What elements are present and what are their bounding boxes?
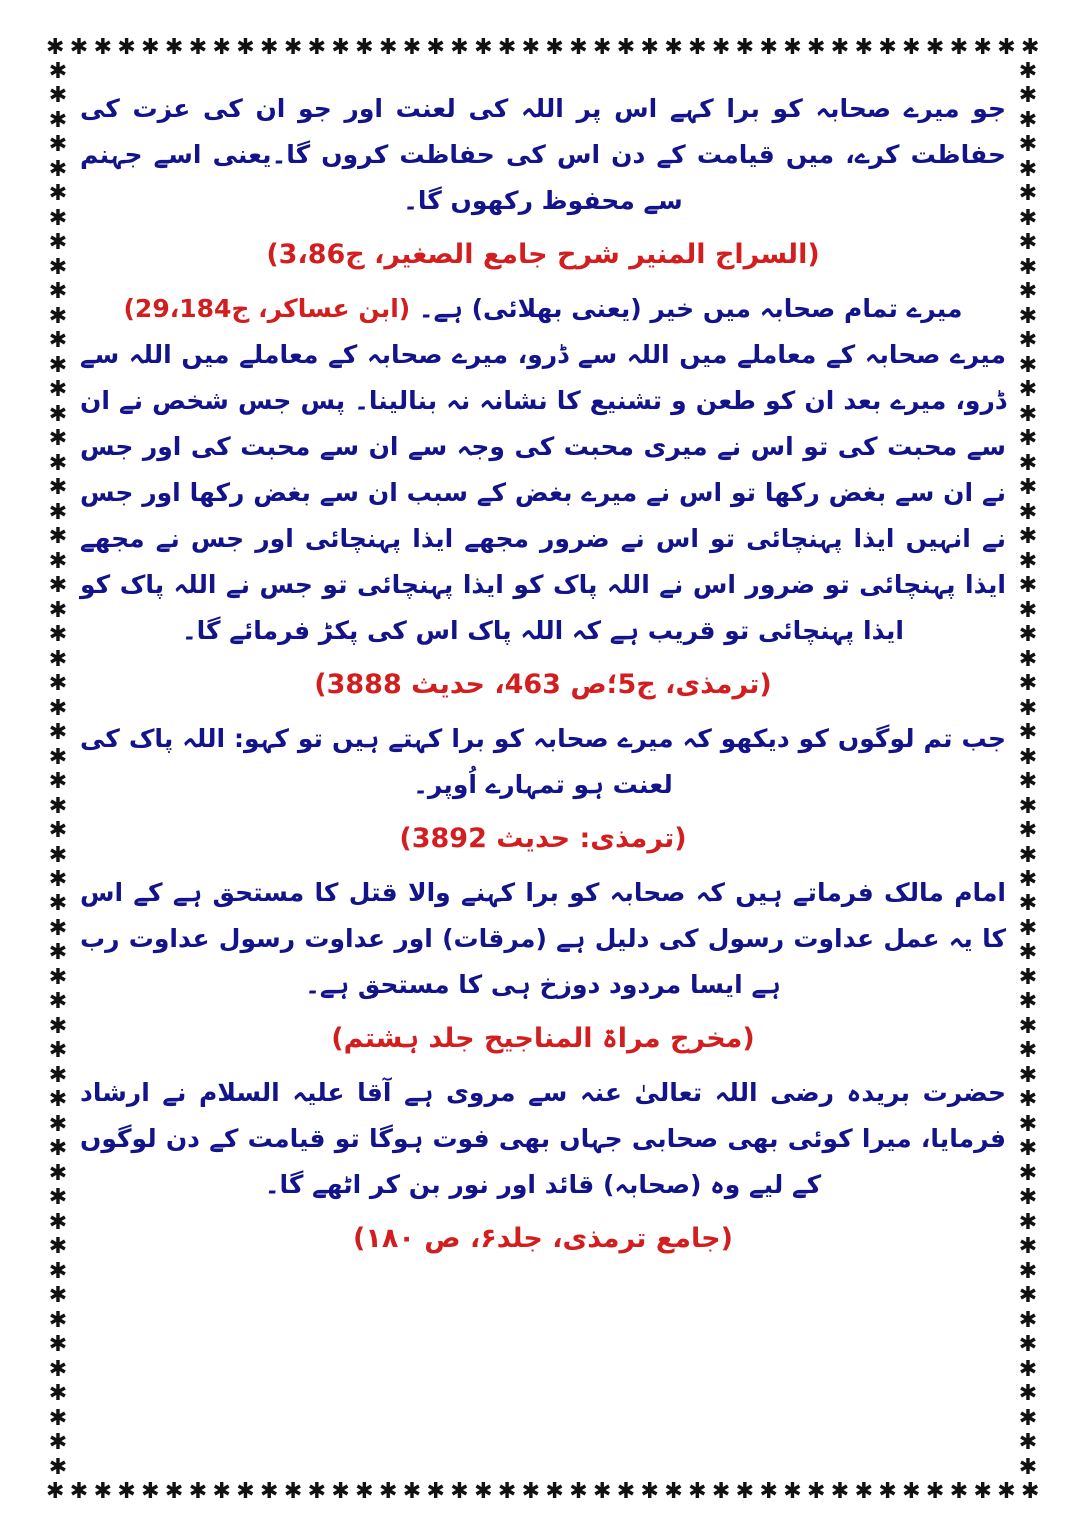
- border-star-icon: ✱: [1018, 744, 1038, 770]
- border-star-icon: ✱: [260, 1479, 279, 1504]
- border-star-icon: ✱: [48, 1136, 68, 1162]
- border-star-icon: ✱: [1018, 303, 1038, 329]
- border-star-icon: ✱: [830, 35, 850, 60]
- border-star-icon: ✱: [48, 695, 68, 721]
- border-star-icon: ✱: [1018, 132, 1038, 158]
- border-star-icon: ✱: [1018, 1381, 1038, 1407]
- border-star-icon: ✱: [1018, 1430, 1038, 1456]
- border-star-icon: ✱: [48, 279, 68, 305]
- border-star-icon: ✱: [48, 450, 68, 476]
- border-star-icon: ✱: [640, 35, 659, 60]
- border-star-icon: ✱: [188, 1479, 208, 1504]
- border-star-icon: ✱: [1018, 818, 1038, 844]
- border-star-icon: ✱: [48, 891, 68, 917]
- border-star-icon: ✱: [616, 1479, 636, 1504]
- border-star-icon: ✱: [69, 35, 89, 60]
- border-star-icon: ✱: [854, 35, 873, 60]
- border-star-icon: ✱: [48, 1160, 68, 1186]
- border-star-icon: ✱: [1018, 720, 1038, 746]
- border-star-icon: ✱: [1018, 450, 1038, 476]
- border-star-icon: ✱: [48, 303, 68, 329]
- border-star-icon: ✱: [735, 1479, 755, 1504]
- border-star-icon: ✱: [1018, 377, 1038, 403]
- border-star-icon: ✱: [48, 940, 68, 966]
- border-star-icon: ✱: [1018, 1062, 1038, 1088]
- border-star-icon: ✱: [997, 1479, 1016, 1504]
- border-star-icon: ✱: [307, 1479, 327, 1504]
- border-star-icon: ✱: [1018, 769, 1038, 795]
- reference-6: (جامع ترمذی، جلد۶، ص ۱۸۰): [353, 1223, 733, 1254]
- border-star-icon: ✱: [759, 1479, 778, 1504]
- border-star-icon: ✱: [69, 1479, 89, 1504]
- border-star-icon: ✱: [1018, 548, 1038, 574]
- border-star-icon: ✱: [1018, 597, 1038, 623]
- border-star-icon: ✱: [1018, 156, 1038, 182]
- border-star-icon: ✱: [1018, 499, 1038, 525]
- border-star-icon: ✱: [688, 35, 707, 60]
- border-star-icon: ✱: [1018, 328, 1038, 354]
- border-star-icon: ✱: [1018, 230, 1038, 256]
- border-star-icon: ✱: [141, 1479, 160, 1504]
- border-star-icon: ✱: [188, 35, 208, 60]
- border-star-icon: ✱: [48, 1062, 68, 1088]
- border-star-icon: ✱: [48, 1258, 68, 1284]
- border-star-icon: ✱: [1021, 1479, 1040, 1504]
- border-star-icon: ✱: [48, 132, 68, 158]
- border-star-icon: ✱: [1018, 205, 1038, 231]
- border-star-icon: ✱: [48, 83, 68, 109]
- border-star-icon: ✱: [355, 1479, 374, 1504]
- border-star-icon: ✱: [48, 671, 68, 697]
- border-star-icon: ✱: [48, 156, 68, 182]
- border-star-icon: ✱: [378, 1479, 398, 1504]
- border-star-icon: ✱: [450, 1479, 469, 1504]
- border-star-icon: ✱: [1018, 1258, 1038, 1284]
- border-star-icon: ✱: [1018, 1307, 1038, 1333]
- border-star-icon: ✱: [949, 35, 969, 60]
- border-star-icon: ✱: [48, 1381, 68, 1407]
- border-star-icon: ✱: [48, 426, 68, 452]
- border-star-icon: ✱: [48, 573, 68, 599]
- border-star-icon: ✱: [1018, 695, 1038, 721]
- border-star-icon: ✱: [48, 866, 68, 892]
- border-star-icon: ✱: [48, 1013, 68, 1039]
- hadith-paragraph-4: جب تم لوگوں کو دیکھو کہ میرے صحابہ کو برا کہتے ہیں تو کہو: اللہ پاک کی لعنت ہو تمہارے اُوپر۔: [80, 724, 1006, 799]
- border-star-icon: ✱: [1018, 671, 1038, 697]
- border-star-icon: ✱: [48, 915, 68, 941]
- border-star-icon: ✱: [1018, 59, 1038, 84]
- border-star-icon: ✱: [48, 59, 68, 84]
- border-star-icon: ✱: [1018, 1405, 1038, 1431]
- border-star-icon: ✱: [1018, 964, 1038, 990]
- border-star-icon: ✱: [48, 1332, 68, 1358]
- border-star-icon: ✱: [48, 524, 68, 550]
- border-star-icon: ✱: [48, 352, 68, 378]
- border-star-icon: ✱: [1018, 940, 1038, 966]
- border-star-icon: ✱: [688, 1479, 707, 1504]
- border-star-icon: ✱: [1018, 915, 1038, 941]
- border-star-icon: ✱: [402, 1479, 422, 1504]
- border-star-icon: ✱: [46, 1479, 65, 1504]
- border-star-icon: ✱: [878, 1479, 897, 1504]
- border-star-icon: ✱: [48, 1087, 68, 1113]
- border-star-icon: ✱: [48, 230, 68, 256]
- border-star-icon: ✱: [1018, 1283, 1038, 1309]
- border-star-icon: ✱: [402, 35, 422, 60]
- border-star-icon: ✱: [283, 35, 303, 60]
- border-star-icon: ✱: [48, 769, 68, 795]
- border-star-icon: ✱: [48, 793, 68, 819]
- border-star-icon: ✱: [1018, 1013, 1038, 1039]
- border-star-icon: ✱: [1018, 1356, 1038, 1382]
- border-star-icon: ✱: [426, 35, 445, 60]
- border-star-icon: ✱: [1018, 793, 1038, 819]
- border-star-icon: ✱: [640, 1479, 659, 1504]
- border-star-icon: ✱: [260, 35, 279, 60]
- border-star-icon: ✱: [48, 377, 68, 403]
- border-star-icon: ✱: [93, 35, 112, 60]
- border-star-icon: ✱: [1018, 254, 1038, 280]
- border-star-icon: ✱: [521, 1479, 541, 1504]
- border-star-icon: ✱: [521, 35, 541, 60]
- border-star-icon: ✱: [48, 720, 68, 746]
- page-content: [80, 86, 1006, 1264]
- border-star-icon: ✱: [569, 35, 588, 60]
- border-star-icon: ✱: [48, 1283, 68, 1309]
- border-star-icon: ✱: [46, 35, 65, 60]
- border-star-icon: ✱: [711, 1479, 731, 1504]
- border-star-icon: ✱: [141, 35, 160, 60]
- border-star-icon: ✱: [545, 1479, 564, 1504]
- border-star-icon: ✱: [48, 205, 68, 231]
- border-star-icon: ✱: [1018, 1234, 1038, 1260]
- border-star-icon: ✱: [48, 1038, 68, 1064]
- border-star-icon: ✱: [48, 499, 68, 525]
- border-star-icon: ✱: [1018, 1087, 1038, 1113]
- border-star-icon: ✱: [48, 1356, 68, 1382]
- border-star-icon: ✱: [1018, 1185, 1038, 1211]
- border-star-icon: ✱: [48, 107, 68, 133]
- border-star-icon: ✱: [807, 35, 826, 60]
- border-star-icon: ✱: [1018, 1332, 1038, 1358]
- border-star-icon: ✱: [48, 1430, 68, 1456]
- border-star-icon: ✱: [48, 597, 68, 623]
- border-star-icon: ✱: [48, 1454, 68, 1480]
- border-star-icon: ✱: [1018, 181, 1038, 207]
- border-star-icon: ✱: [212, 1479, 231, 1504]
- border-star-icon: ✱: [1018, 989, 1038, 1015]
- border-star-icon: ✱: [48, 1234, 68, 1260]
- border-star-icon: ✱: [664, 1479, 683, 1504]
- border-star-icon: ✱: [1018, 279, 1038, 305]
- border-star-icon: ✱: [48, 646, 68, 672]
- border-star-icon: ✱: [1018, 1136, 1038, 1162]
- border-star-icon: ✱: [48, 1405, 68, 1431]
- border-star-icon: ✱: [1018, 1160, 1038, 1186]
- border-star-icon: ✱: [854, 1479, 873, 1504]
- border-star-icon: ✱: [759, 35, 778, 60]
- border-star-icon: ✱: [331, 35, 350, 60]
- border-star-icon: ✱: [48, 328, 68, 354]
- border-star-icon: ✱: [783, 35, 802, 60]
- border-star-icon: ✱: [1018, 1111, 1038, 1137]
- border-star-icon: ✱: [902, 1479, 921, 1504]
- border-star-icon: ✱: [783, 1479, 802, 1504]
- decorative-border-right: [1016, 60, 1040, 1480]
- border-star-icon: ✱: [212, 35, 231, 60]
- border-star-icon: ✱: [1021, 35, 1040, 60]
- border-star-icon: ✱: [355, 35, 374, 60]
- border-star-icon: ✱: [973, 1479, 992, 1504]
- border-star-icon: ✱: [236, 1479, 255, 1504]
- border-star-icon: ✱: [48, 842, 68, 868]
- border-star-icon: ✱: [592, 1479, 612, 1504]
- border-star-icon: ✱: [1018, 475, 1038, 501]
- reference-3: (ترمذی، ج5؛ص 463، حدیث 3888): [314, 669, 772, 700]
- border-star-icon: ✱: [48, 622, 68, 648]
- border-star-icon: ✱: [164, 35, 184, 60]
- border-star-icon: ✱: [117, 35, 136, 60]
- border-star-icon: ✱: [164, 1479, 184, 1504]
- border-star-icon: ✱: [48, 989, 68, 1015]
- reference-5: (مخرج مراۃ المناجیح جلد ہشتم): [331, 1023, 755, 1054]
- border-star-icon: ✱: [545, 35, 564, 60]
- border-star-icon: ✱: [497, 1479, 517, 1504]
- border-star-icon: ✱: [664, 35, 683, 60]
- border-star-icon: ✱: [878, 35, 897, 60]
- border-star-icon: ✱: [48, 1209, 68, 1235]
- border-star-icon: ✱: [973, 35, 992, 60]
- border-star-icon: ✱: [830, 1479, 850, 1504]
- border-star-icon: ✱: [426, 1479, 445, 1504]
- hadith-paragraph-6: حضرت بریدہ رضی اللہ تعالیٰ عنہ سے مروی ہے آقا علیہ السلام نے ارشاد فرمایا، میرا کوئی بھی صحابی جہاں بھی فوت ہوگا تو قیامت کے دن لوگوں کے لیے وہ (صحابہ) قائد اور نور بن کر اٹھے گا۔: [80, 1078, 1006, 1199]
- border-star-icon: ✱: [1018, 107, 1038, 133]
- border-star-icon: ✱: [1018, 842, 1038, 868]
- border-star-icon: ✱: [450, 35, 469, 60]
- border-star-icon: ✱: [711, 35, 731, 60]
- reference-2: (ابن عساکر، ج29،184): [123, 294, 411, 323]
- reference-4: (ترمذی: حدیث 3892): [399, 823, 687, 854]
- border-star-icon: ✱: [925, 1479, 945, 1504]
- border-star-icon: ✱: [48, 548, 68, 574]
- border-star-icon: ✱: [48, 475, 68, 501]
- reference-1: (السراج المنیر شرح جامع الصغیر، ج3،86): [266, 239, 820, 270]
- border-star-icon: ✱: [569, 1479, 588, 1504]
- hadith-paragraph-1: جو میرے صحابہ کو برا کہے اس پر اللہ کی لعنت اور جو ان کی عزت کی حفاظت کرے، میں قیامت کے دن اس کی حفاظت کروں گا۔یعنی اسے جہنم سے محفوظ رکھوں گا۔: [80, 94, 1006, 215]
- border-star-icon: ✱: [48, 744, 68, 770]
- border-star-icon: ✱: [807, 1479, 826, 1504]
- border-star-icon: ✱: [949, 1479, 969, 1504]
- border-star-icon: ✱: [1018, 866, 1038, 892]
- border-star-icon: ✱: [48, 964, 68, 990]
- border-star-icon: ✱: [48, 254, 68, 280]
- border-star-icon: ✱: [283, 1479, 303, 1504]
- decorative-border-top: [46, 36, 1040, 60]
- border-star-icon: ✱: [1018, 1209, 1038, 1235]
- border-star-icon: ✱: [902, 35, 921, 60]
- border-star-icon: ✱: [1018, 891, 1038, 917]
- border-star-icon: ✱: [735, 35, 755, 60]
- border-star-icon: ✱: [592, 35, 612, 60]
- border-star-icon: ✱: [1018, 524, 1038, 550]
- border-star-icon: ✱: [1018, 352, 1038, 378]
- border-star-icon: ✱: [616, 35, 636, 60]
- border-star-icon: ✱: [48, 1307, 68, 1333]
- border-star-icon: ✱: [331, 1479, 350, 1504]
- border-star-icon: ✱: [1018, 646, 1038, 672]
- border-star-icon: ✱: [1018, 426, 1038, 452]
- border-star-icon: ✱: [117, 1479, 136, 1504]
- border-star-icon: ✱: [474, 1479, 493, 1504]
- border-star-icon: ✱: [236, 35, 255, 60]
- decorative-border-left: [46, 60, 70, 1480]
- border-star-icon: ✱: [497, 35, 517, 60]
- border-star-icon: ✱: [997, 35, 1016, 60]
- border-star-icon: ✱: [48, 1185, 68, 1211]
- border-star-icon: ✱: [48, 401, 68, 427]
- border-star-icon: ✱: [1018, 1454, 1038, 1480]
- hadith-paragraph-5: امام مالک فرماتے ہیں کہ صحابہ کو برا کہنے والا قتل کا مستحق ہے کے اس کا یہ عمل عداوت رسول کی دلیل ہے (مرقات) اور عداوت رسول عداوت رب ہے ایسا مردود دوزخ ہی کا مستحق ہے۔: [80, 878, 1006, 999]
- border-star-icon: ✱: [378, 35, 398, 60]
- border-star-icon: ✱: [925, 35, 945, 60]
- border-star-icon: ✱: [474, 35, 493, 60]
- border-star-icon: ✱: [1018, 1038, 1038, 1064]
- border-star-icon: ✱: [307, 35, 327, 60]
- decorative-border-bottom: [46, 1480, 1040, 1504]
- border-star-icon: ✱: [48, 181, 68, 207]
- border-star-icon: ✱: [1018, 83, 1038, 109]
- hadith-2-text: میرے تمام صحابہ میں خیر (یعنی بھلائی) ہے۔: [418, 294, 963, 323]
- border-star-icon: ✱: [48, 1111, 68, 1137]
- border-star-icon: ✱: [93, 1479, 112, 1504]
- hadith-paragraph-3: میرے صحابہ کے معاملے میں اللہ سے ڈرو، میرے صحابہ کے معاملے میں اللہ سے ڈرو، میرے بعد ان کو طعن و تشنیع کا نشانہ نہ بنالینا۔ پس جس شخص نے ان سے محبت کی تو اس نے میری محبت کی وجہ سے ان سے محبت کی اور جس نے ان سے بغض رکھا تو اس نے میرے بغض کے سبب ان سے بغض رکھا اور جس نے انہیں ایذا پہنچائی تو اس نے ضرور مجھے ایذا پہنچائی اور جس نے مجھے ایذا پہنچائی تو ضرور اس نے اللہ پاک کو ایذا پہنچائی تو جس نے اللہ پاک کو ایذا پہنچائی تو قریب ہے کہ اللہ پاک اس کی پکڑ فرمائے گا۔: [80, 340, 1006, 645]
- border-star-icon: ✱: [1018, 622, 1038, 648]
- border-star-icon: ✱: [1018, 401, 1038, 427]
- border-star-icon: ✱: [48, 818, 68, 844]
- hadith-paragraph-2: [80, 286, 1006, 332]
- border-star-icon: ✱: [1018, 573, 1038, 599]
